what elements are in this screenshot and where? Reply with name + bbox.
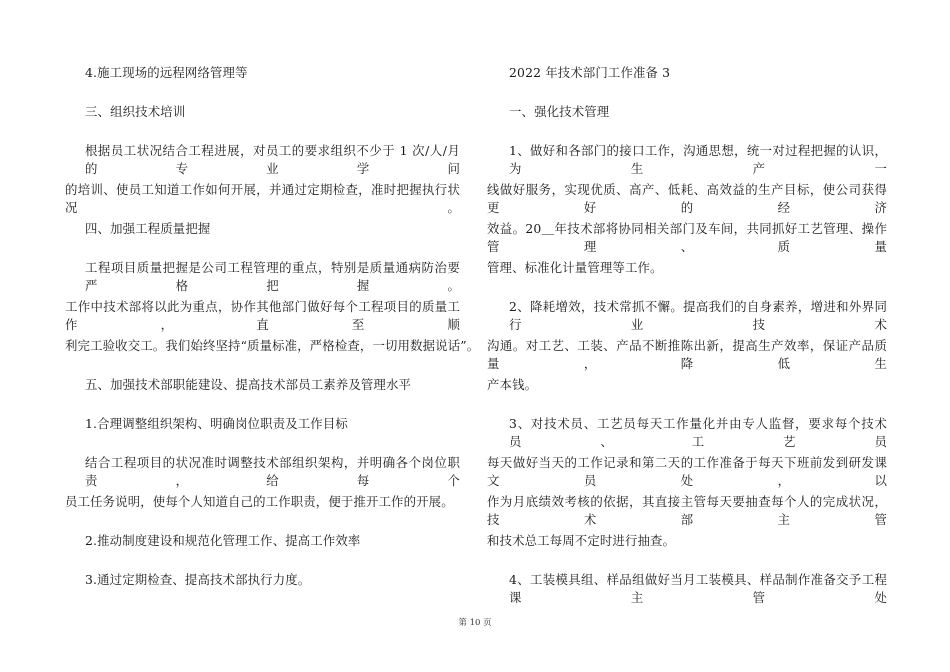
list-item-remote-network: 4.施工现场的远程网络管理等 [85, 65, 248, 80]
paragraph-line: 3、对技术员、工艺员每天工作量化并由专人监督，要求每个技术员、工艺员 [509, 416, 887, 449]
section-heading-training: 三、组织技术培训 [85, 104, 186, 119]
paragraph-line: 工作中技术部将以此为重点，协作其他部门做好每个工程项目的质量工作，直至顺 [65, 299, 460, 332]
paragraph-line: 2、降耗增效，技术常抓不懈。提高我们的自身素养，增进和外界同行业技术 [509, 299, 887, 332]
section-heading-department: 五、加强技术部职能建设、提高技术部员工素养及管理水平 [85, 377, 412, 392]
paragraph-line: 沟通。对工艺、工装、产品不断推陈出新，提高生产效率，保证产品质量，降低生 [487, 338, 887, 371]
article-title: 2022 年技术部门工作准备 3 [509, 65, 671, 80]
paragraph-line: 结合工程项目的状况准时调整技术部组织架构，并明确各个岗位职责，给每个 [85, 455, 460, 488]
paragraph-line: 1、做好和各部门的接口工作，沟通思想，统一对过程把握的认识，为生产一 [509, 143, 887, 176]
section-heading-tech-management: 一、强化技术管理 [509, 104, 610, 119]
section-heading-quality: 四、加强工程质量把握 [85, 221, 211, 236]
paragraph-line: 员工任务说明，使每个人知道自己的工作职责，便于推开工作的开展。 [65, 494, 454, 509]
paragraph-line: 和技术总工每周不定时进行抽查。 [487, 533, 676, 548]
subheading-org-structure: 1.合理调整组织架构、明确岗位职责及工作目标 [85, 416, 348, 431]
page-number: 第 10 页 [458, 618, 492, 628]
paragraph-line: 的培训、使员工知道工作如何开展，并通过定期检查，准时把握执行状况。 [65, 182, 460, 215]
paragraph-line: 根据员工状况结合工程进展，对员工的要求组织不少于 1 次/人/月的专业学问 [85, 143, 460, 176]
subheading-inspection: 3.通过定期检查、提高技术部执行力度。 [85, 572, 311, 587]
paragraph-line: 每天做好当天的工作记录和第二天的工作准备于每天下班前发到研发课文员处，以 [487, 455, 887, 488]
paragraph-line: 管理、标准化计量管理等工作。 [487, 260, 663, 275]
paragraph-line: 利完工验收交工。我们始终坚持“质量标准，严格检查，一切用数据说话”。 [65, 338, 480, 353]
subheading-standardization: 2.推动制度建设和规范化管理工作、提高工作效率 [85, 533, 361, 548]
paragraph-line: 作为月底绩效考核的依据，其直接主管每天要抽查每个人的完成状况，技术部主管 [487, 494, 887, 527]
paragraph-line: 工程项目质量把握是公司工程管理的重点，特别是质量通病防治要严格把握。 [85, 260, 460, 293]
paragraph-line: 4、工装模具组、样品组做好当月工装模具、样品制作准备交予工程课主管处 [509, 572, 887, 605]
paragraph-line: 效益。20＿年技术部将协同相关部门及车间，共同抓好工艺管理、操作管理、质量 [487, 221, 887, 254]
paragraph-line: 线做好服务，实现优质、高产、低耗、高效益的生产目标，使公司获得更好的经济 [487, 182, 887, 215]
paragraph-line: 产本钱。 [487, 377, 538, 392]
